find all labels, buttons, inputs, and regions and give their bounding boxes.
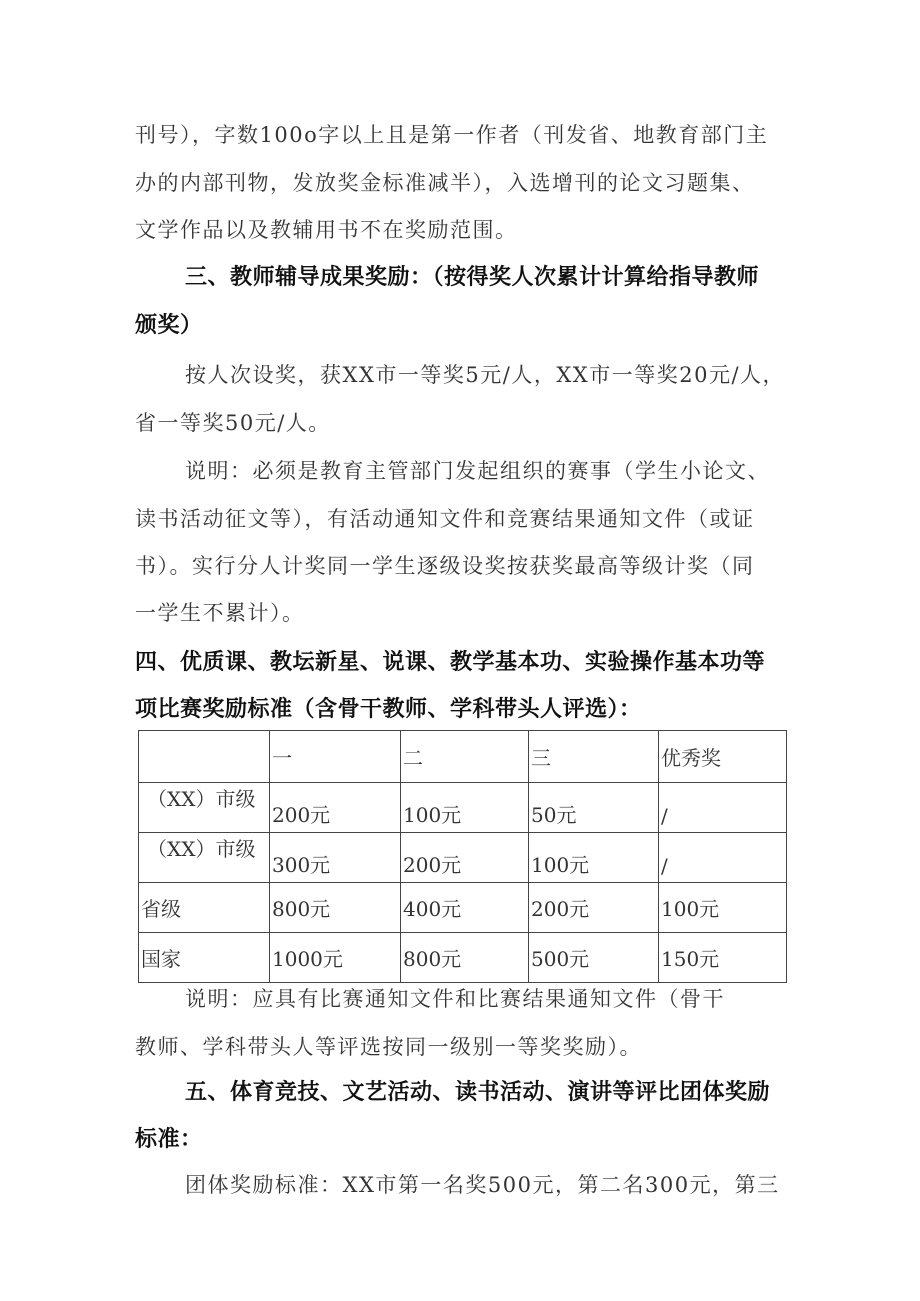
amount-cell: 100元	[659, 883, 787, 933]
table-header-cell	[139, 731, 270, 783]
paragraph-line: 按人次设奖，获XX市一等奖5元/人，XX市一等奖20元/人，	[185, 363, 786, 387]
level-cell: （XX）市级	[139, 833, 270, 883]
table-header-cell: 优秀奖	[659, 731, 787, 783]
amount-cell: 800元	[401, 933, 529, 983]
table-row	[139, 833, 787, 883]
paragraph-line: 刊号），字数100o字以上且是第一作者（刊发省、地教育部门主	[135, 123, 769, 147]
table-header-cell: 二	[401, 731, 529, 783]
award-table	[138, 730, 787, 983]
amount-cell: 500元	[529, 933, 659, 983]
table-row	[139, 883, 787, 933]
section-heading: 四、优质课、教坛新星、说课、教学基本功、实验操作基本功等	[135, 650, 766, 675]
note-line: 书）。实行分人计奖同一学生逐级设奖按获奖最高等级计奖（同	[135, 554, 755, 578]
note-line: 教师、学科带头人等评选按同一级别一等奖奖励）。	[135, 1035, 642, 1059]
amount-cell: 200元	[270, 783, 401, 833]
table-header-cell: 三	[529, 731, 659, 783]
amount-cell: 1000元	[270, 933, 401, 983]
amount-cell: /	[659, 833, 787, 883]
level-cell: 省级	[139, 883, 270, 933]
amount-cell: 200元	[401, 833, 529, 883]
amount-cell: 100元	[529, 833, 659, 883]
paragraph-line: 文学作品以及教辅用书不在奖励范围。	[135, 218, 518, 242]
note-line: 说明：必须是教育主管部门发起组织的赛事（学生小论文、	[185, 459, 770, 483]
level-cell: （XX）市级	[139, 783, 270, 833]
amount-cell: 100元	[401, 783, 529, 833]
amount-cell: 400元	[401, 883, 529, 933]
note-line: 说明：应具有比赛通知文件和比赛结果通知文件（骨干	[185, 987, 725, 1011]
paragraph-line: 办的内部刊物，发放奖金标准减半），入选增刊的论文习题集、	[135, 171, 755, 195]
section-heading: 颁奖）	[135, 313, 203, 338]
amount-cell: 200元	[529, 883, 659, 933]
paragraph-line: 团体奖励标准：XX市第一名奖500元，第二名300元，第三	[185, 1173, 780, 1197]
section-heading: 三、教师辅导成果奖励：（按得奖人次累计计算给指导教师	[185, 265, 760, 290]
table-header-cell: 一	[270, 731, 401, 783]
note-line: 读书活动征文等），有活动通知文件和竞赛结果通知文件（或证	[135, 507, 755, 531]
amount-cell: 800元	[270, 883, 401, 933]
amount-cell: 150元	[659, 933, 787, 983]
section-heading: 项比赛奖励标准（含骨干教师、学科带头人评选）：	[135, 697, 642, 722]
section-heading: 五、体育竞技、文艺活动、读书活动、演讲等评比团体奖励	[185, 1080, 771, 1105]
amount-cell: 50元	[529, 783, 659, 833]
amount-cell: 300元	[270, 833, 401, 883]
level-cell: 国家	[139, 933, 270, 983]
note-line: 一学生不累计）。	[135, 601, 305, 625]
table-row	[139, 933, 787, 983]
amount-cell: /	[659, 783, 787, 833]
paragraph-line: 省一等奖50元/人。	[135, 411, 331, 435]
section-heading: 标准：	[135, 1127, 203, 1152]
table-header-row	[139, 731, 787, 783]
table-row	[139, 783, 787, 833]
